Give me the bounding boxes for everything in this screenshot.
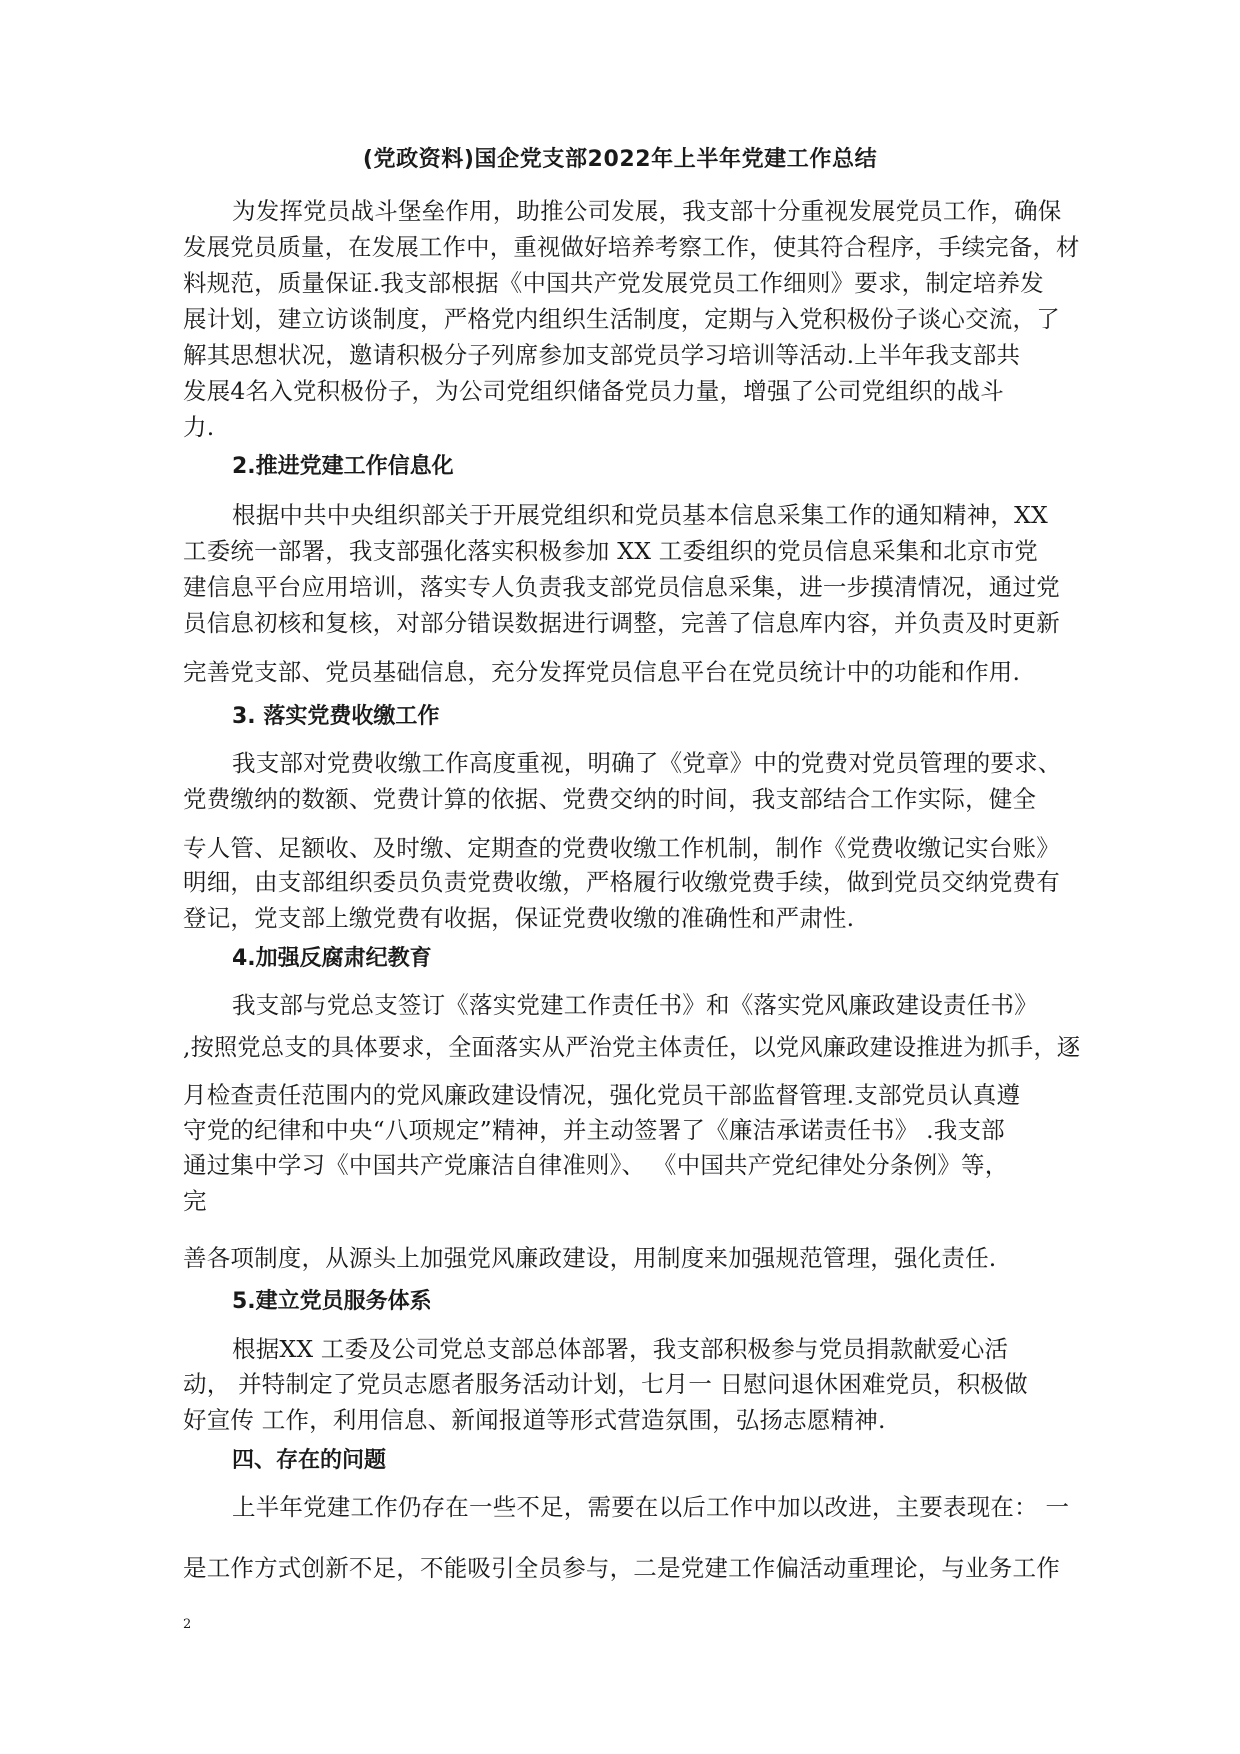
para6-line: 上半年党建工作仍存在一些不足，需要在以后工作中加以改进，主要表现在： 一 xyxy=(232,1493,1070,1521)
para1-line: 发展4名入党积极份子，为公司党组织储备党员力量，增强了公司党组织的战斗 xyxy=(183,377,1004,405)
para4-line: ,按照党总支的具体要求，全面落实从严治党主体责任，以党风廉政建设推进为抓手，逐 xyxy=(183,1033,1081,1061)
para2-line: 根据中共中央组织部关于开展党组织和党员基本信息采集工作的通知精神，XX xyxy=(232,501,1048,529)
section-heading-5: 5.建立党员服务体系 xyxy=(232,1289,432,1314)
para2-line: 建信息平台应用培训，落实专人负责我支部党员信息采集，进一步摸清情况，通过党 xyxy=(183,573,1060,601)
para3-line: 党费缴纳的数额、党费计算的依据、党费交纳的时间，我支部结合工作实际，健全 xyxy=(183,785,1037,813)
para1-line: 发展党员质量，在发展工作中，重视做好培养考察工作，使其符合程序，手续完备，材 xyxy=(183,233,1080,261)
section-heading-problems: 四、存在的问题 xyxy=(232,1448,387,1473)
para1-line: 解其思想状况，邀请积极分子列席参加支部党员学习培训等活动.上半年我支部共 xyxy=(183,341,1021,369)
para6-line: 是工作方式创新不足，不能吸引全员参与，二是党建工作偏活动重理论，与业务工作 xyxy=(183,1554,1060,1582)
section-heading-2: 2.推进党建工作信息化 xyxy=(232,454,454,479)
para3-line: 专人管、足额收、及时缴、定期查的党费收缴工作机制，制作《党费收缴记实台账》 xyxy=(183,834,1060,862)
para3-line: 登记，党支部上缴党费有收据，保证党费收缴的准确性和严肃性. xyxy=(183,904,855,932)
section-heading-4: 4.加强反腐肃纪教育 xyxy=(232,946,432,971)
para5-line: 好宣传 工作，利用信息、新闻报道等形式营造氛围，弘扬志愿精神. xyxy=(183,1406,886,1434)
document-title: (党政资料)国企党支部2022年上半年党建工作总结 xyxy=(362,147,878,172)
para4-line: 守党的纪律和中央“八项规定”精神，并主动签署了《廉洁承诺责任书》 .我支部 xyxy=(183,1116,1005,1144)
para3-line: 我支部对党费收缴工作高度重视，明确了《党章》中的党费对党员管理的要求、 xyxy=(232,749,1062,777)
para5-line: 动， 并特制定了党员志愿者服务活动计划，七月一 日慰问退休困难党员，积极做 xyxy=(183,1370,1028,1398)
para1-line: 料规范，质量保证.我支部根据《中国共产党发展党员工作细则》要求，制定培养发 xyxy=(183,269,1044,297)
para1-line: 力. xyxy=(183,413,215,441)
page-number: 2 xyxy=(183,1617,192,1632)
para5-line: 根据XX 工委及公司党总支部总体部署，我支部积极参与党员捐款献爱心活 xyxy=(232,1335,1009,1363)
para4-line: 月检查责任范围内的党风廉政建设情况，强化党员干部监督管理.支部党员认真遵 xyxy=(183,1081,1021,1109)
section-heading-3: 3. 落实党费收缴工作 xyxy=(232,704,440,729)
para4-line: 通过集中学习《中国共产党廉洁自律准则》、 《中国共产党纪律处分条例》等， xyxy=(183,1151,1009,1179)
para3-line: 明细，由支部组织委员负责党费收缴，严格履行收缴党费手续，做到党员交纳党费有 xyxy=(183,868,1060,896)
para4-line: 完 xyxy=(183,1187,207,1215)
para1-line: 为发挥党员战斗堡垒作用，助推公司发展，我支部十分重视发展党员工作，确保 xyxy=(232,197,1062,225)
para2-line: 工委统一部署，我支部强化落实积极参加 XX 工委组织的党员信息采集和北京市党 xyxy=(183,537,1038,565)
para4-line: 善各项制度，从源头上加强党风廉政建设，用制度来加强规范管理，强化责任. xyxy=(183,1244,997,1272)
para1-line: 展计划，建立访谈制度，严格党内组织生活制度，定期与入党积极份子谈心交流，了 xyxy=(183,305,1060,333)
para2-line: 完善党支部、党员基础信息，充分发挥党员信息平台在党员统计中的功能和作用. xyxy=(183,658,1021,686)
para4-line: 我支部与党总支签订《落实党建工作责任书》和《落实党风廉政建设责任书》 xyxy=(232,991,1038,1019)
para2-line: 员信息初核和复核，对部分错误数据进行调整，完善了信息库内容，并负责及时更新 xyxy=(183,609,1060,637)
